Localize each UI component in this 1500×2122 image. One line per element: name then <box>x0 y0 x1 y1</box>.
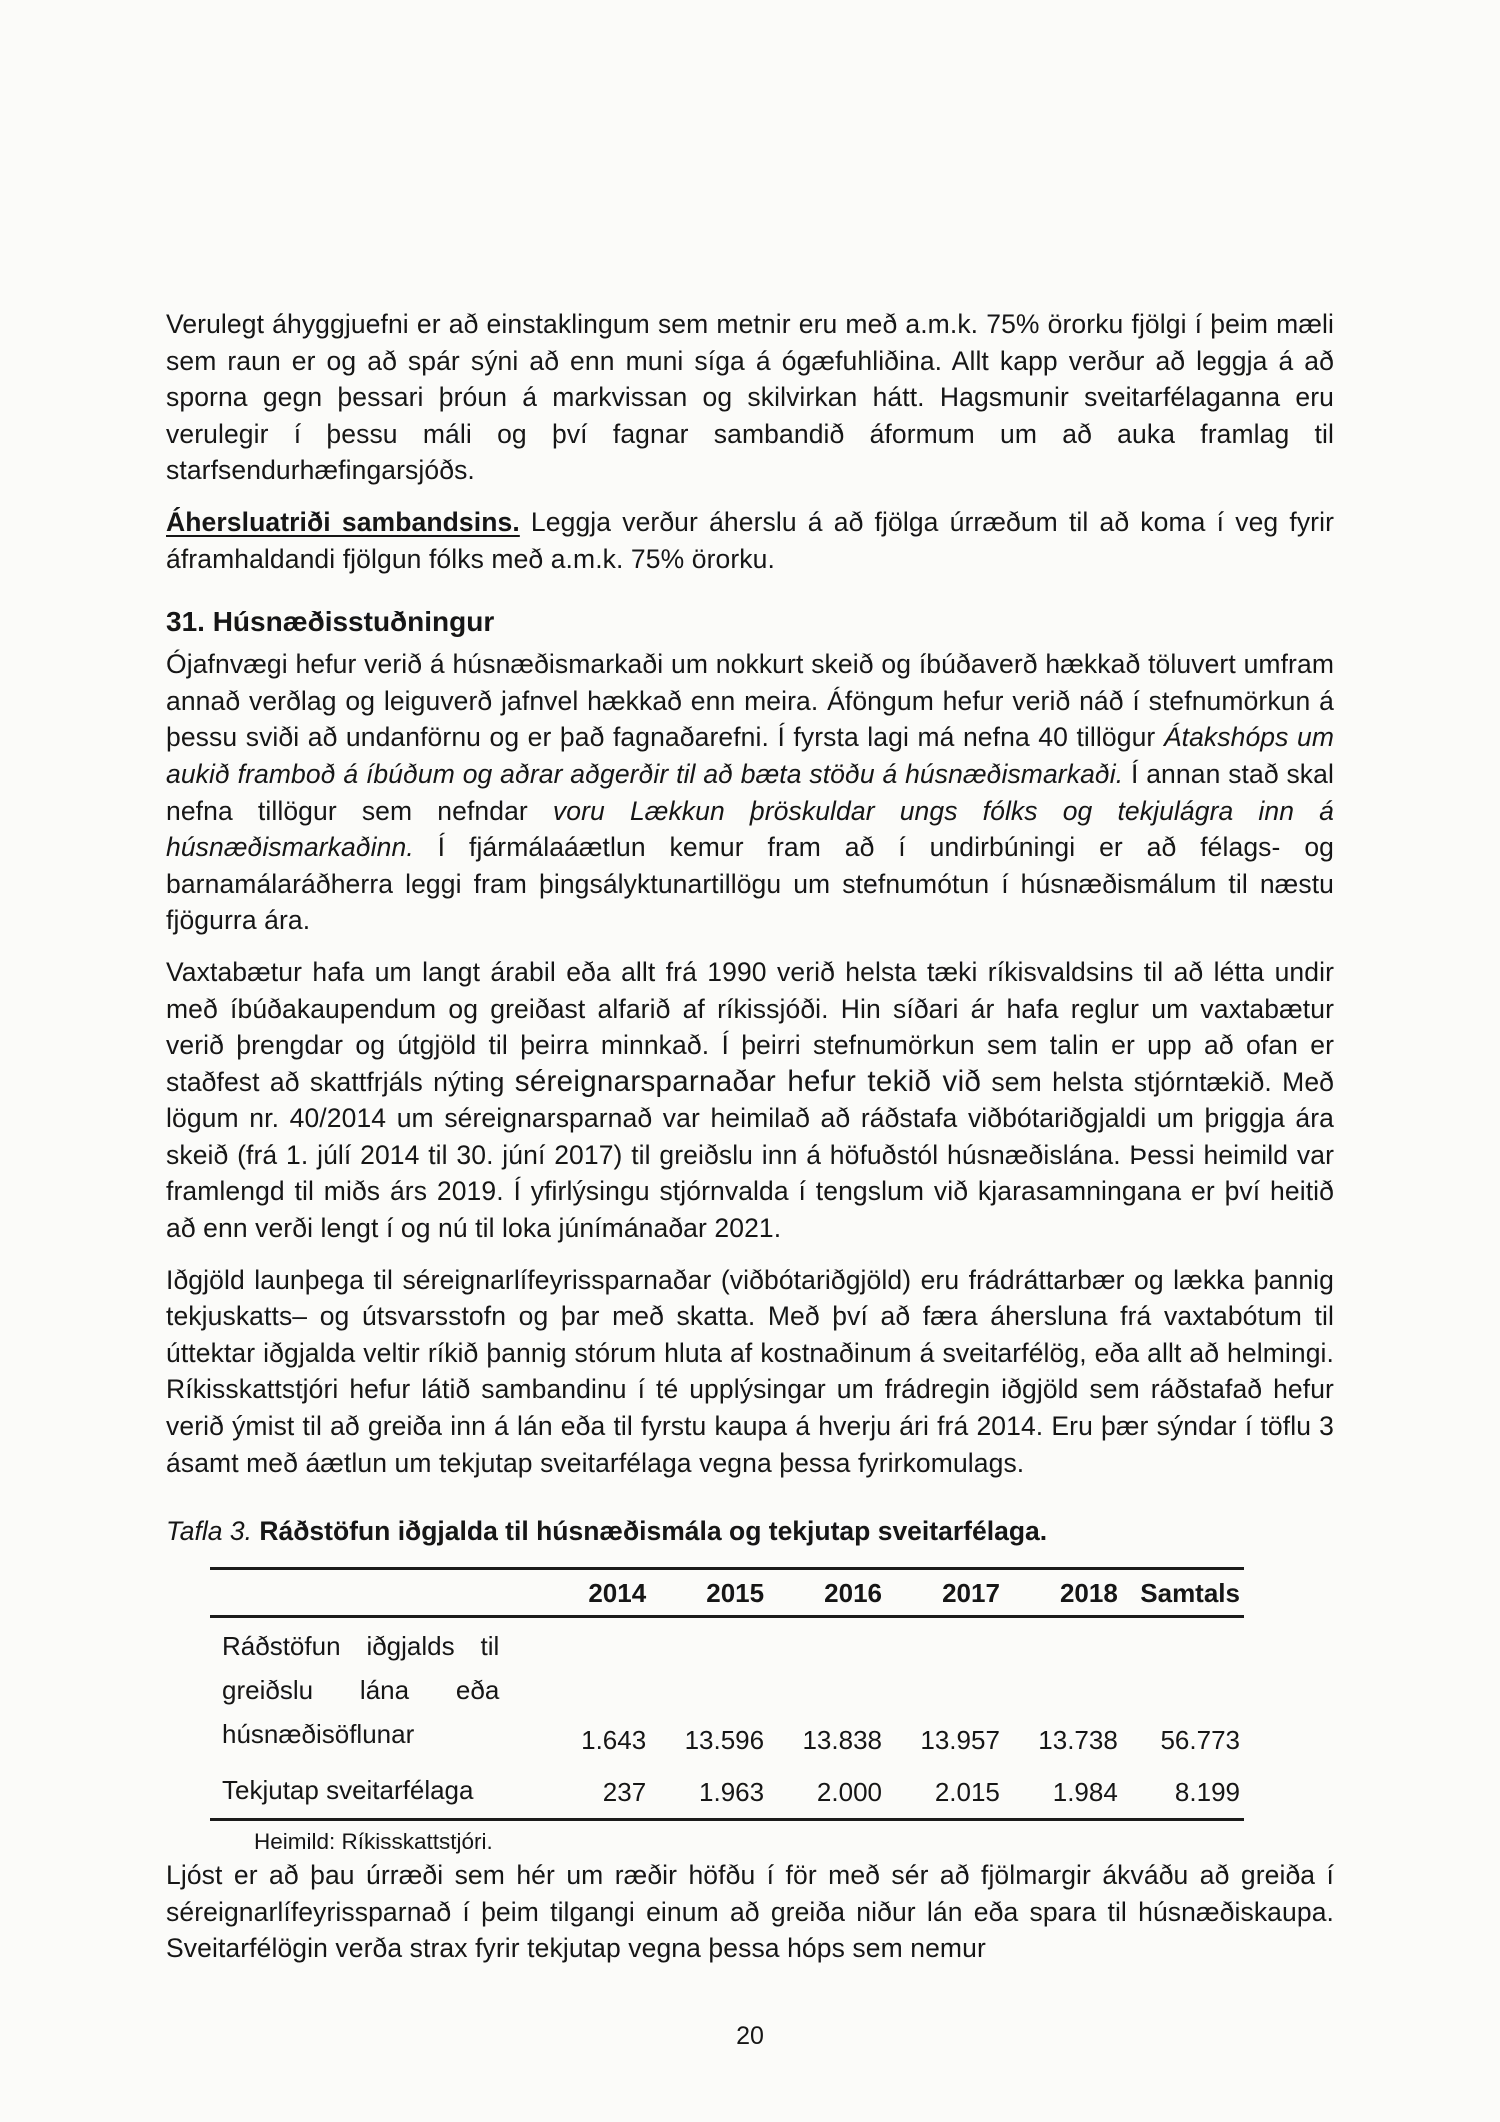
table-header-cell: 2018 <box>1004 1569 1122 1617</box>
paragraph-segment: sem helsta stjórntækið. Með lögum nr. 40/2014 um séreignarsparnað var heimilað að ráðstafa viðbótariðgjaldi um þriggja ára skeið (frá 1. júlí 2014 til 30. júní 2017) til greiðslu inn á höfuðstól húsnæðislána. Þessi heimild var framlengd til miðs árs 2019. Í yfirlýsingu stjórnvalda í tengslum við kjarasamningana er því heitið að enn verði lengt í og nú til loka júnímánaðar 2021. <box>166 1066 1334 1244</box>
table-cell: 13.957 <box>920 1725 1000 1756</box>
paragraph-segment-large: séreignarsparnaðar hefur tekið við <box>514 1064 982 1098</box>
paragraph-segment: Í fjármálaáætlun kemur fram að í undirbúningi er að félags- og barnamálaráðherra leggi fram þingsályktunartillögu um stefnumótun í húsnæðismálum til næstu fjögurra ára. <box>166 832 1334 936</box>
table-header-cell: 2016 <box>768 1569 886 1617</box>
table-header-row <box>210 1569 1244 1617</box>
table-cell: 1.643 <box>581 1725 647 1756</box>
paragraph-emphasis <box>166 504 1334 577</box>
paragraph-segment: Í annan stað skal nefna tillögur sem nefndar <box>166 758 1334 826</box>
table-cell: 13.738 <box>1038 1725 1118 1756</box>
document-page-content <box>166 306 1334 1982</box>
paragraph-housing-market <box>166 646 1334 939</box>
paragraph-segment-italic: voru Lækkun þröskuldar ungs fólks og tekjulágra inn á húsnæðismarkaðinn. <box>166 795 1335 863</box>
emphasis-lead: Áhersluatriði sambandsins. <box>166 506 520 537</box>
table-caption-label: Tafla 3. <box>166 1516 252 1547</box>
table-wrapper <box>210 1567 1244 1857</box>
table-cell: 2.015 <box>934 1777 1000 1808</box>
table-caption <box>166 1513 1334 1549</box>
table-row-label: Ráðstöfun iðgjalds til greiðslu lána eða húsnæðisöflunar <box>222 1631 500 1750</box>
paragraph-segment: Vaxtabætur hafa um langt árabil eða allt frá 1990 verið helsta tæki ríkisvaldsins til að létta undir með íbúðakaupendum og greiðast alfarið af ríkissjóði. Hin síðari ár hafa reglur um vaxtabætur verið þrengdar og útgjöld til þeirra minnkað. Í þeirri stefnumörkun sem talin er upp að ofan er staðfest að skattfrjáls nýting <box>166 956 1334 1097</box>
paragraph-text: Verulegt áhyggjuefni er að einstaklingum sem metnir eru með a.m.k. 75% örorku fjölgi í þeim mæli sem raun er og að spár sýni að enn muni síga á ógæfuhliðina. Allt kapp verður að leggja á að sporna gegn þessari þróun á markvissan og skilvirkan hátt. Hagsmunir sveitarfélaganna eru verulegir í þessu máli og því fagnar sambandið áformum um að auka framlag til starfsendurhæfingarsjóðs. <box>166 309 1334 486</box>
paragraph-concern <box>166 306 1334 489</box>
table-cell: 2.000 <box>816 1777 882 1808</box>
table-cell: 8.199 <box>1174 1777 1240 1808</box>
table-cell: 13.838 <box>802 1725 882 1756</box>
table-row <box>210 1766 1244 1820</box>
paragraph-text: Iðgjöld launþega til séreignarlífeyrissparnaðar (viðbótariðgjöld) eru frádráttarbær og lækka þannig tekjuskatts– og útsvarsstofn og þar með skatta. Með því að færa áhersluna frá vaxtabótum til úttektar iðgjalda veltir ríkið þannig stórum hluta af kostnaðinum á sveitarfélög, eða allt að helmingi. Ríkisskattstjóri hefur látið sambandinu í té upplýsingar um frádregin iðgjöld sem ráðstafað hefur verið ýmist til að greiða inn á lán eða til fyrstu kaupa á hverju ári frá 2014. Eru þær sýndar í töflu 3 ásamt með áætlun um tekjutap sveitarfélaga vegna þessa fyrirkomulags. <box>166 1264 1334 1478</box>
table-header-cell <box>210 1569 535 1617</box>
paragraph-conclusion <box>166 1857 1334 1967</box>
table-row-label: Tekjutap sveitarfélaga <box>222 1775 474 1806</box>
emphasis-rest: Leggja verður áherslu á að fjölga úrræðum til að koma í veg fyrir áframhaldandi fjölgun fólks með a.m.k. 75% örorku. <box>166 506 1335 574</box>
table-cell: 56.773 <box>1160 1725 1240 1756</box>
paragraph-segment-italic: Átakshóps um aukið framboð á íbúðum og aðrar aðgerðir til að bæta stöðu á húsnæðismarkaði. <box>166 722 1334 789</box>
table-cell: 13.596 <box>684 1725 765 1756</box>
table-caption-title: Ráðstöfun iðgjalda til húsnæðismála og tekjutap sveitarfélaga. <box>251 1516 1048 1547</box>
table-header-cell: 2014 <box>535 1569 650 1617</box>
table-source-note: Heimild: Ríkisskattstjóri. <box>254 1829 493 1855</box>
table-cell: 237 <box>602 1777 647 1808</box>
table-row <box>210 1617 1244 1767</box>
data-table <box>210 1567 1244 1821</box>
paragraph-interest-benefits <box>166 954 1334 1247</box>
section-heading: 31. Húsnæðisstuðningur <box>166 606 495 638</box>
table-header-cell: 2017 <box>886 1569 1004 1617</box>
paragraph-text: Ljóst er að þau úrræði sem hér um ræðir höfðu í för með sér að fjölmargir ákváðu að greiða í séreignarlífeyrissparnað í þeim tilgangi einum að greiða niður lán eða spara til húsnæðiskaupa. Sveitarfélögin verða strax fyrir tekjutap vegna þessa hóps sem nemur <box>166 1860 1334 1964</box>
page-number: 20 <box>736 2022 764 2050</box>
paragraph-contributions <box>166 1262 1334 1482</box>
table-cell: 1.963 <box>699 1777 765 1808</box>
table-header-cell: Samtals <box>1122 1569 1244 1617</box>
paragraph-segment: Ójafnvægi hefur verið á húsnæðismarkaði um nokkurt skeið og íbúðaverð hækkað töluvert umfram annað verðlag og leiguverð jafnvel hækkað enn meira. Áföngum hefur verið náð í stefnumörkun á þessu sviði að undanförnu og er það fagnaðarefni. Í fyrsta lagi má nefna 40 tillögur <box>166 649 1334 753</box>
table-cell: 1.984 <box>1052 1777 1118 1808</box>
table-header-cell: 2015 <box>650 1569 768 1617</box>
